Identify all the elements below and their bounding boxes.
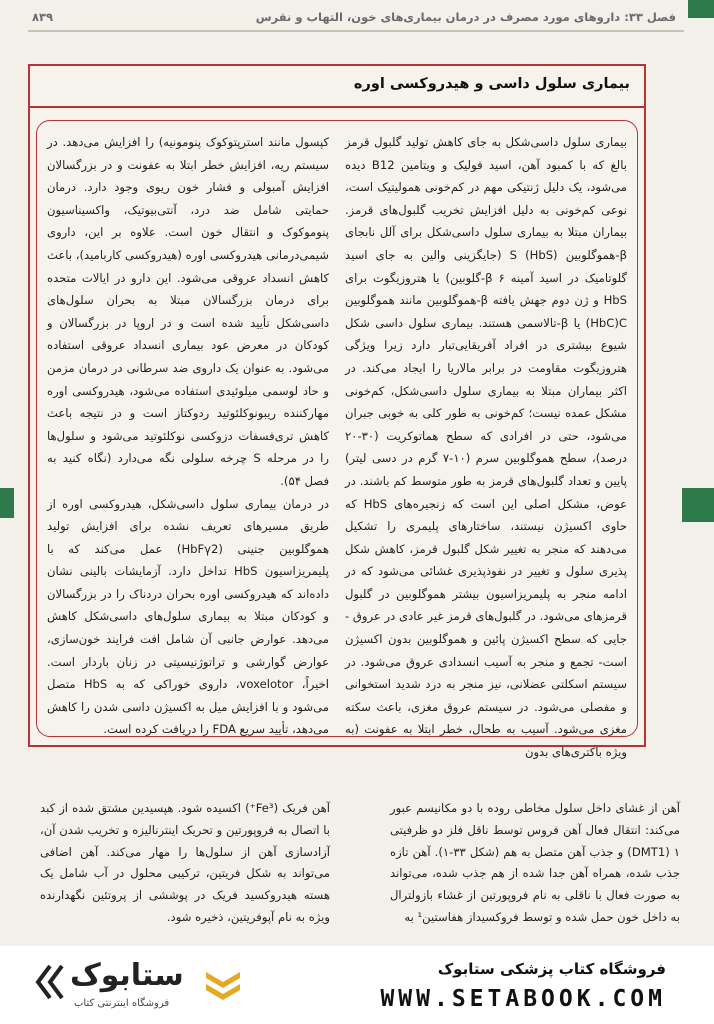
box-title: بیماری سلول داسی و هیدروکسی اوره [353, 76, 630, 92]
chapter-tab-left [0, 488, 14, 518]
footer-banner [0, 946, 714, 1024]
box-paragraph: بیماری سلول داسی‌شکل به جای کاهش تولید گلبول قرمز بالغ که با کمبود آهن، اسید فولیک و ویتامین B12 دیده می‌شود، یک دلیل ژنتیکی مهم در کم‌خونی همولیتیک است، نوعی کم‌خونی به دلیل افزایش تخریب گلبول‌های قرمز. بیماران مبتلا به بیماری سلول داسی‌شکل برای آلل نابجای β-هموگلوبین S (HbS) (جایگزینی والین به جای اسید گلوتامیک در اسید آمینه ۶ β-گلوبین) یا هتروزیگوت برای HbS و ژن دوم جهش یافته β-هموگلوبین مانند هموگلوبین HbC)C) یا β-تالاسمی هستند. بیماری سلول داسی شکل شیوع بیشتری در افراد آفریقایی‌تبار دارد زیرا ویژگی هتروزیگوت مقاومت در برابر مالاریا را ایجاد می‌کند. در اکثر بیماران مبتلا به بیماری سلول داسی‌شکل، کم‌خونی مشکل عمده نیست؛ کم‌خونی به طور کلی به خوبی جبران می‌شود، حتی در افرادی که سطح هماتوکریت (۳۰-۲۰ درصد)، سطح هموگلوبین سرم (۱۰-۷ گرم در دسی لیتر) پایین و تعداد گلبول‌های قرمز به طور متوسط کم باشند. در عوض، مشکل اصلی این است که زنجیره‌های HbS که حاوی اکسیژن نیستند، ساختارهای پلیمری را تشکیل می‌دهند که منجر به تغییر شکل گلبول قرمز، کاهش شکل پذیری سلول و تغییر در نفوذپذیری غشائی می‌شود که در ادامه منجر به پلیمریزاسیون بیشتر هموگلوبین در گلبول قرمزهای می‌شود. در گلبول‌های قرمز غیر عادی در عروق - جایی که سطح اکسیژن پائین و هموگلوبین بدون اکسیژن است- تجمع و منجر به آسیب انسدادی عروق می‌شود. در سیستم اسکلتی عضلانی، نیز منجر به درد شدید استخوانی و مفصلی می‌شود. در سیستم عروق مغزی، باعث سکته مغزی می‌شود. آسیب به طحال، خطر ابتلا به عفونت (به ویژه باکتری‌های بدون [345, 135, 628, 760]
logo-book-icon [204, 964, 242, 1008]
box-column-right [345, 131, 627, 764]
box-paragraph: کپسول مانند استرپتوکوک پنومونیه) را افزایش می‌دهد. در سیستم ریه، افزایش خطر ابتلا به عفونت و در بزرگسالان افزایش آمبولی و فشار خون ریوی وجود دارد. درمان حمایتی شامل ضد درد، آنتی‌بیوتیک، واکسیناسیون پنوموکوک و انتقال خون است. علاوه بر این، داروی شیمی‌درمانی هیدروکسی اوره (هیدروکسی کاربامید)، باعث کاهش انسداد عروقی می‌شود. این دارو در ایالات متحده برای درمان بزرگسالان مبتلا به بحران سلول‌های داسی‌شکل تأیید شده است و در اروپا در بزرگسالان و کودکان در معرض عود بیماری انسداد عروقی استفاده می‌شود. به عنوان یک داروی ضد سرطانی در درمان مزمن و حاد لوسمی میلوئیدی استفاده می‌شود، هیدروکسی اوره مهارکننده ریبونوکلئوتید ردوکتاز است و در نتیجه باعث کاهش تری‌فسفات دزوکسی نوکلئوتید می‌شود و سلول‌ها را در مرحله S چرخه سلولی نگه می‌دارد (نگاه کنید به فصل ۵۴). [47, 135, 330, 488]
logo-subtitle: فروشگاه اینترنتی کتاب [74, 998, 170, 1009]
logo-chevrons-icon [34, 962, 68, 1002]
running-title: فصل ۳۳: داروهای مورد مصرف در درمان بیماری‌های خون، التهاب و نقرس [255, 10, 676, 24]
store-name: فروشگاه کتاب پزشکی ستابوک [437, 960, 666, 978]
logo-wordmark: ستابوک [70, 958, 184, 993]
body-column-left [40, 798, 330, 929]
box-paragraph: در درمان بیماری سلول داسی‌شکل، هیدروکسی اوره از طریق مسیرهای تعریف نشده برای افزایش تولید هموگلوبین جنینی (HbFγ2) عمل می‌کند که با پلیمریزاسیون HbS تداخل دارد. آزمایشات بالینی نشان داده‌اند که هیدروکسی اوره بحران دردناک را در بزرگسالان و کودکان مبتلا به بیماری سلول‌های داسی‌شکل کاهش می‌دهد. عوارض جانبی آن شامل افت فرایند خون‌سازی، عوارض گوارشی و تراتوژنیسیتی در زنان باردار است. اخیراً، voxelotor، داروی خوراکی که به HbS متصل می‌شود و با افزایش میل به اکسیژن داسی شدن را کاهش می‌دهد، تأیید سریع FDA را دریافت کرده است. [47, 496, 329, 737]
feature-box [28, 64, 646, 760]
chapter-tab-right [682, 488, 714, 522]
store-url[interactable]: WWW.SETABOOK.COM [380, 986, 666, 1012]
page-number: ۸۳۹ [32, 10, 54, 24]
box-column-left [47, 131, 329, 741]
box-body [36, 120, 638, 760]
body-paragraph: آهن از غشای داخل سلول مخاطی روده با دو مکانیسم عبور می‌کند: انتقال فعال آهن فروس توسط ناقل فلز دو ظرفیتی ۱ (DMT1) و جذب آهن متصل به هم (شکل ۳۳-۱). آهن تازه جذب شده، همراه آهن جدا شده از هم جذب شده، می‌تواند به صورت فعال با ناقلی به نام فروپورتین از غشاء بازولترال به داخل خون حمل شده و توسط فروکسیداز هفاستین¹ به [390, 801, 681, 924]
body-column-right [390, 798, 680, 929]
store-logo[interactable] [34, 956, 244, 1016]
chapter-tab-top [688, 0, 714, 18]
running-head [32, 6, 676, 28]
body-paragraph: آهن فریک (Fe³⁺) اکسیده شود. هپسیدین مشتق شده از کبد با اتصال به فروپورتین و تحریک اینترنالیزه و تخریب شدن آن، آزادسازی آهن از سلول‌ها را مهار می‌کند. آهن اضافی می‌تواند به شکل فریتین، ترکیبی محلول در آب شامل یک هسته هیدروکسید فریک در پوششی از پروتئین نگهدارنده ویژه به نام آپوفریتین، ذخیره شود. [40, 801, 331, 924]
box-title-bar [30, 66, 644, 108]
header-rule [28, 30, 684, 32]
